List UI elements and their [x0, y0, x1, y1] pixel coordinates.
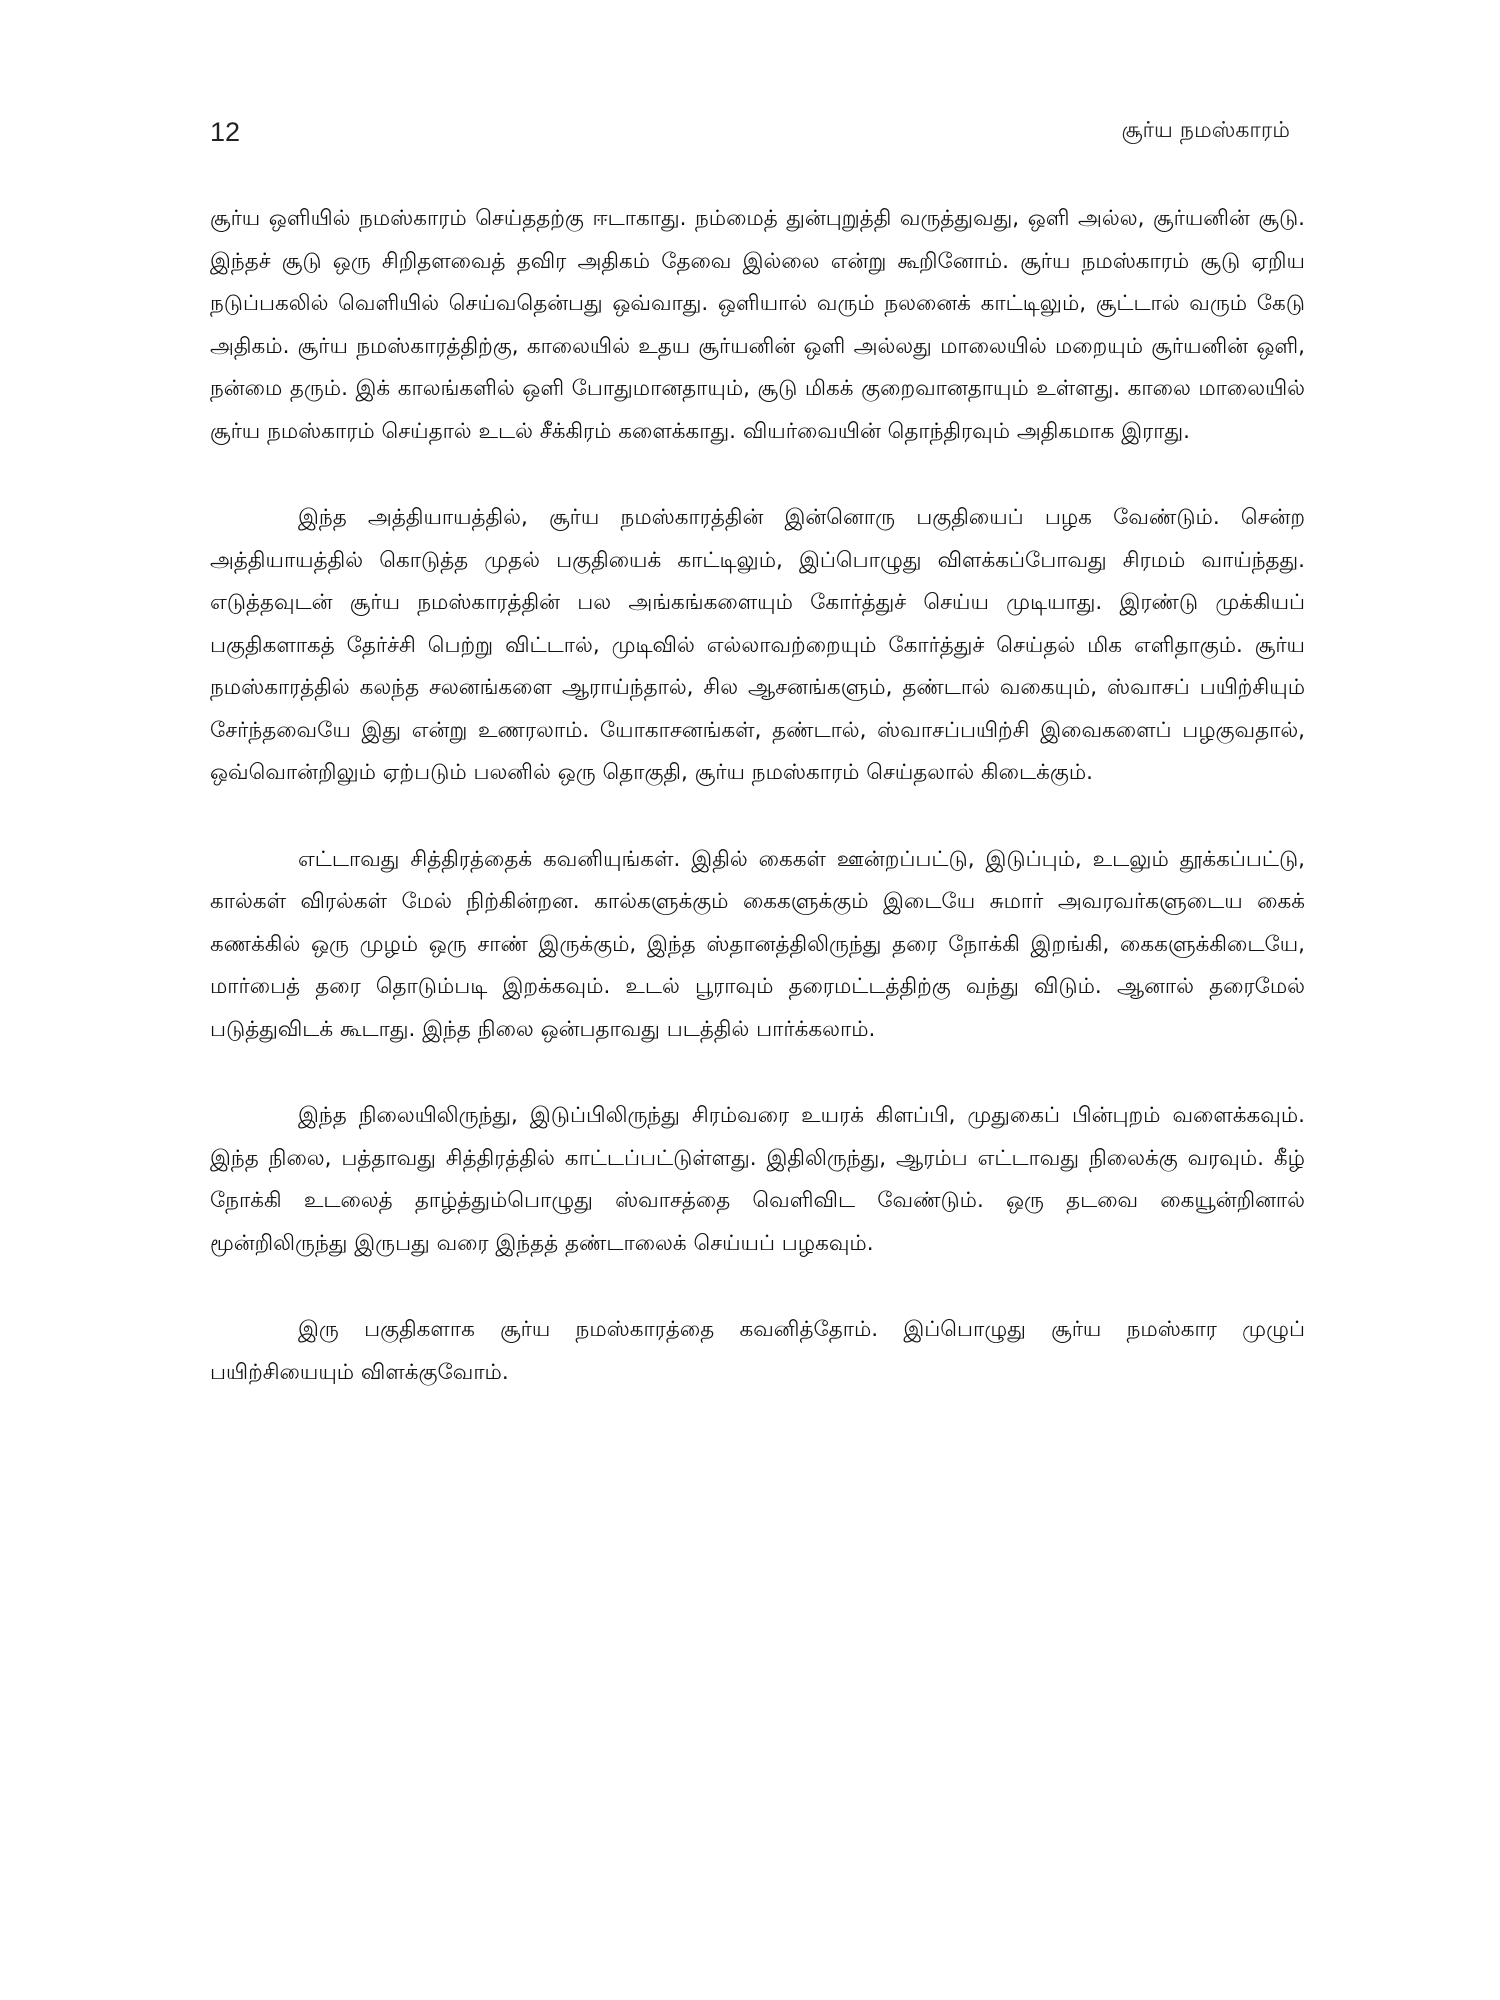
- paragraph-2: இந்த அத்தியாயத்தில், சூர்ய நமஸ்காரத்தின் இன்னொரு பகுதியைப் பழக வேண்டும். சென்ற அத்தியாயத்தில் கொடுத்த முதல் பகுதியைக் காட்டிலும், இப்பொழுது விளக்கப்போவது சிரமம் வாய்ந்தது. எடுத்தவுடன் சூர்ய நமஸ்காரத்தின் பல அங்கங்களையும் கோர்த்துச் செய்ய முடியாது. இரண்டு முக்கியப் பகுதிகளாகத் தேர்ச்சி பெற்று விட்டால், முடிவில் எல்லாவற்றையும் கோர்த்துச் செய்தல் மிக எளிதாகும். சூர்ய நமஸ்காரத்தில் கலந்த சலனங்களை ஆராய்ந்தால், சில ஆசனங்களும், தண்டால் வகையும், ஸ்வாசப் பயிற்சியும் சேர்ந்தவையே இது என்று உணரலாம். யோகாசனங்கள், தண்டால், ஸ்வாசப்பயிற்சி இவைகளைப் பழகுவதால், ஒவ்வொன்றிலும் ஏற்படும் பலனில் ஒரு தொகுதி, சூர்ய நமஸ்காரம் செய்தலால் கிடைக்கும்.: [210, 505, 1305, 785]
- paragraph-5: இரு பகுதிகளாக சூர்ய நமஸ்காரத்தை கவனித்தோம். இப்பொழுது சூர்ய நமஸ்கார முழுப் பயிற்சியையும் விளக்குவோம்.: [210, 1317, 1305, 1385]
- page-number: 12: [210, 116, 241, 147]
- paragraph-4: இந்த நிலையிலிருந்து, இடுப்பிலிருந்து சிரம்வரை உயரக் கிளப்பி, முதுகைப் பின்புறம் வளைக்கவும். இந்த நிலை, பத்தாவது சித்திரத்தில் காட்டப்பட்டுள்ளது. இதிலிருந்து, ஆரம்ப எட்டாவது நிலைக்கு வரவும். கீழ் நோக்கி உடலைத் தாழ்த்தும்பொழுது ஸ்வாசத்தை வெளிவிட வேண்டும். ஒரு தடவை கையூன்றினால் மூன்றிலிருந்து இருபது வரை இந்தத் தண்டாலைக் செய்யப் பழகவும்.: [210, 1103, 1305, 1256]
- body-text: [210, 198, 1305, 1394]
- paragraph-1: சூர்ய ஒளியில் நமஸ்காரம் செய்ததற்கு ஈடாகாது. நம்மைத் துன்புறுத்தி வருத்துவது, ஒளி அல்ல, சூர்யனின் சூடு. இந்தச் சூடு ஒரு சிறிதளவைத் தவிர அதிகம் தேவை இல்லை என்று கூறினோம். சூர்ய நமஸ்காரம் சூடு ஏறிய நடுப்பகலில் வெளியில் செய்வதென்பது ஒவ்வாது. ஒளியால் வரும் நலனைக் காட்டிலும், சூட்டால் வரும் கேடு அதிகம். சூர்ய நமஸ்காரத்திற்கு, காலையில் உதய சூர்யனின் ஒளி அல்லது மாலையில் மறையும் சூர்யனின் ஒளி, நன்மை தரும். இக் காலங்களில் ஒளி போதுமானதாயும், சூடு மிகக் குறைவானதாயும் உள்ளது. காலை மாலையில் சூர்ய நமஸ்காரம் செய்தால் உடல் சீக்கிரம் களைக்காது. வியர்வையின் தொந்திரவும் அதிகமாக இராது.: [210, 206, 1305, 444]
- page-header: [210, 112, 1290, 152]
- running-title: சூர்ய நமஸ்காரம்: [1121, 118, 1290, 143]
- paragraph-3: எட்டாவது சித்திரத்தைக் கவனியுங்கள். இதில் கைகள் ஊன்றப்பட்டு, இடுப்பும், உடலும் தூக்கப்பட்டு, கால்கள் விரல்கள் மேல் நிற்கின்றன. கால்களுக்கும் கைகளுக்கும் இடையே சுமார் அவரவர்களுடைய கைக் கணக்கில் ஒரு முழம் ஒரு சாண் இருக்கும், இந்த ஸ்தானத்திலிருந்து தரை நோக்கி இறங்கி, கைகளுக்கிடையே, மார்பைத் தரை தொடும்படி இறக்கவும். உடல் பூராவும் தரைமட்டத்திற்கு வந்து விடும். ஆனால் தரைமேல் படுத்துவிடக் கூடாது. இந்த நிலை ஒன்பதாவது படத்தில் பார்க்கலாம்.: [210, 846, 1305, 1042]
